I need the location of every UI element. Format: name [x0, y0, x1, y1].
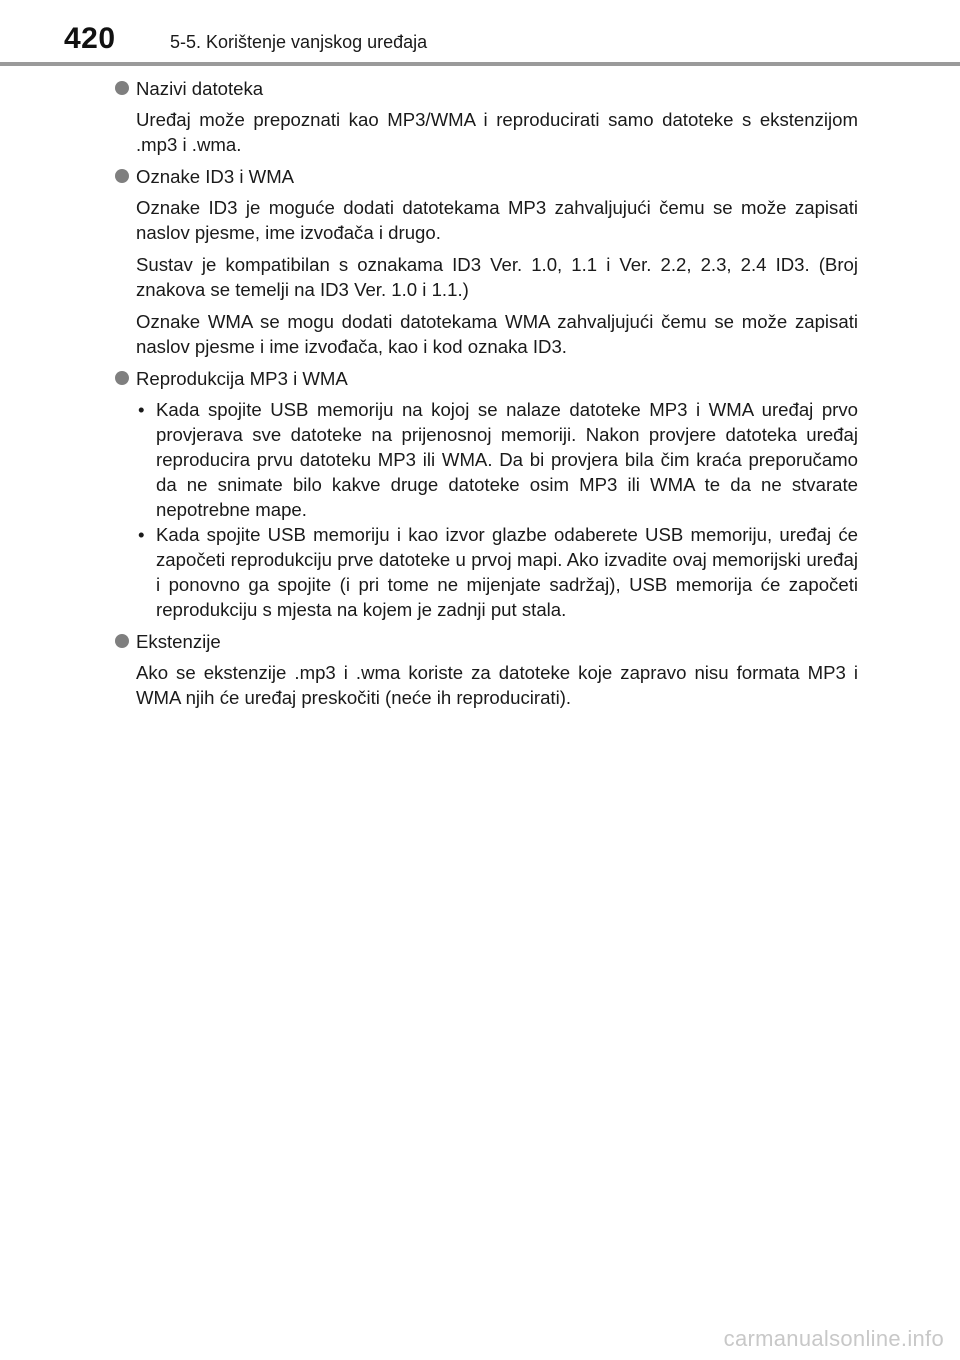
list-item — [136, 522, 858, 622]
section-heading — [110, 164, 858, 189]
bullet-dot-icon: • — [138, 399, 145, 420]
section-heading — [110, 629, 858, 654]
section-heading-text: Nazivi datoteka — [136, 78, 264, 99]
section-title: 5-5. Korištenje vanjskog uređaja — [170, 32, 428, 52]
page-header — [0, 0, 960, 68]
page-number: 420 — [64, 22, 116, 55]
section-heading-text: Reprodukcija MP3 i WMA — [136, 368, 348, 389]
header-divider — [0, 62, 960, 66]
sub-bullet-list — [136, 397, 858, 622]
section-paragraph: Sustav je kompatibilan s oznakama ID3 Ver. 1.0, 1.1 i Ver. 2.2, 2.3, 2.4 ID3. (Broj znakova se temelji na ID3 Ver. 1.0 i 1.1.) — [136, 254, 858, 300]
section-heading — [110, 76, 858, 101]
bullet-circle-icon — [115, 169, 129, 183]
section-heading-text: Oznake ID3 i WMA — [136, 166, 295, 187]
section-paragraph: Oznake ID3 je moguće dodati datotekama MP3 zahvaljujući čemu se može zapisati naslov pjesme, ime izvođača i drugo. — [136, 197, 858, 243]
bullet-circle-icon — [115, 371, 129, 385]
list-item — [136, 397, 858, 522]
list-item-text: Kada spojite USB memoriju i kao izvor glazbe odaberete USB memoriju, uređaj će započeti reprodukciju prve datoteke u prvoj mapi. Ako izvadite ovaj memorijski uređaj i ponovno ga spojite (i pri tome ne mijenjate sadržaj), USB memorija će započeti reprodukciju s mjesta na kojem je zadnji put stala. — [156, 524, 858, 620]
watermark: carmanualsonline.info — [723, 1326, 944, 1351]
page-content — [110, 76, 858, 717]
section-heading — [110, 366, 858, 391]
bullet-circle-icon — [115, 634, 129, 648]
section-heading-text: Ekstenzije — [136, 631, 221, 652]
bullet-dot-icon: • — [138, 524, 145, 545]
section-paragraph: Uređaj može prepoznati kao MP3/WMA i reproducirati samo datoteke s ekstenzijom .mp3 i .wma. — [136, 109, 858, 155]
section-paragraph: Oznake WMA se mogu dodati datotekama WMA zahvaljujući čemu se može zapisati naslov pjesme i ime izvođača, kao i kod oznaka ID3. — [136, 311, 858, 357]
section-paragraph: Ako se ekstenzije .mp3 i .wma koriste za datoteke koje zapravo nisu formata MP3 i WMA njih će uređaj preskočiti (neće ih reproducirati). — [136, 662, 858, 708]
bullet-circle-icon — [115, 81, 129, 95]
list-item-text: Kada spojite USB memoriju na kojoj se nalaze datoteke MP3 i WMA uređaj prvo provjerava sve datoteke na prijenosnoj memoriji. Nakon provjere datoteka uređaj reproducira prvu datoteku MP3 ili WMA. Da bi provjera bila čim kraća preporučamo da ne snimate bilo kakve druge datoteke osim MP3 ili WMA te da ne stvarate nepotrebne mape. — [156, 399, 858, 520]
